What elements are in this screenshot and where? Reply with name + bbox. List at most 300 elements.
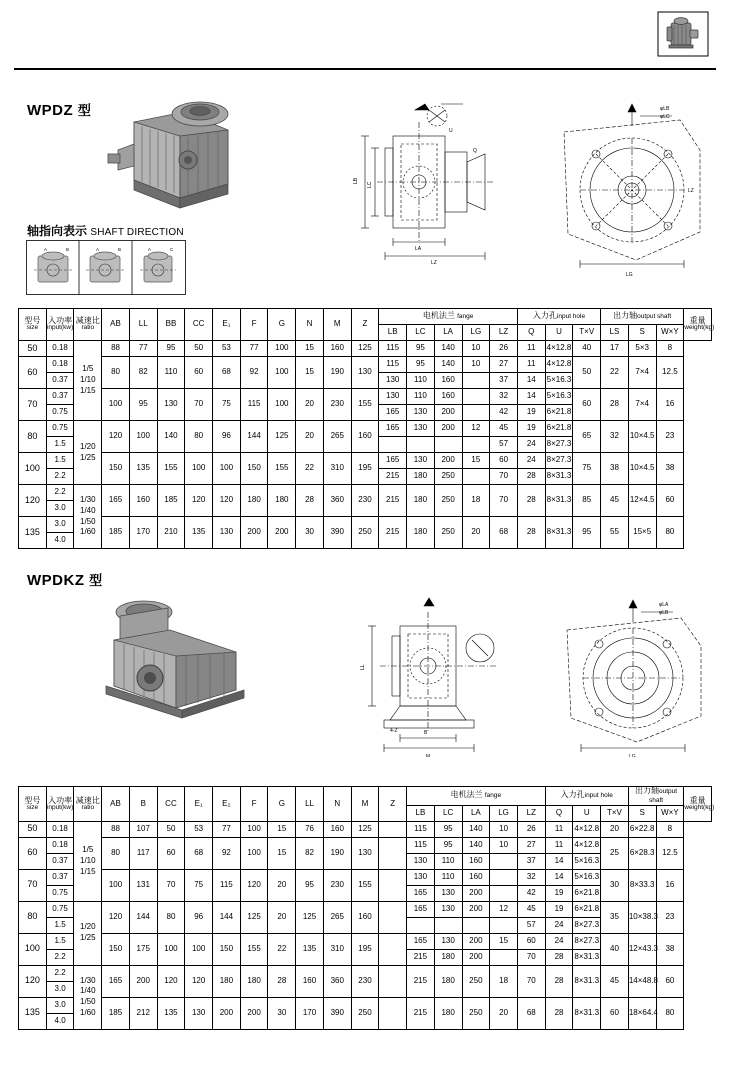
cell-LL: 170 bbox=[129, 517, 157, 549]
svg-text:LC: LC bbox=[367, 181, 373, 188]
cell-power: 1.5 bbox=[46, 933, 74, 949]
header-power: 入功率 input(kw) bbox=[46, 309, 74, 341]
cell-LS: 95 bbox=[573, 517, 601, 549]
cell-LB: 165 bbox=[407, 901, 435, 917]
technical-drawing-wpdz-face bbox=[540, 92, 718, 282]
cell-LC: 95 bbox=[434, 821, 462, 837]
cell-S: 20 bbox=[601, 821, 629, 837]
cell-TV: 4×12.8 bbox=[573, 837, 601, 853]
cell-LB: 165 bbox=[407, 885, 435, 901]
cell-size: 135 bbox=[19, 997, 47, 1029]
svg-text:LZ: LZ bbox=[688, 188, 694, 194]
table-row bbox=[19, 933, 712, 949]
cell-U: 24 bbox=[545, 917, 573, 933]
cell-WY: 5×3 bbox=[628, 341, 656, 357]
cell-LA: 160 bbox=[434, 373, 462, 389]
cell-LL: 82 bbox=[296, 837, 324, 869]
header-B: B bbox=[129, 787, 157, 822]
cell-LG: 18 bbox=[490, 965, 518, 997]
svg-text:B: B bbox=[424, 730, 428, 736]
cell-LA: 140 bbox=[462, 821, 490, 837]
cell-size: 60 bbox=[19, 837, 47, 869]
cell-N: 160 bbox=[323, 821, 351, 837]
cell-LB: 115 bbox=[379, 357, 407, 373]
cell-LC: 130 bbox=[407, 453, 435, 469]
cell-LG: 15 bbox=[490, 933, 518, 949]
cell-N: 360 bbox=[323, 965, 351, 997]
cell-U: 24 bbox=[517, 453, 545, 469]
cell-WY: 10×38.3 bbox=[628, 901, 656, 933]
cell-LA: 250 bbox=[434, 469, 462, 485]
cell-Q: 70 bbox=[517, 949, 545, 965]
cell-Q: 70 bbox=[490, 469, 518, 485]
cell-CC: 120 bbox=[185, 485, 213, 517]
svg-text:A: A bbox=[96, 247, 100, 252]
technical-drawing-wpdz-side bbox=[345, 92, 535, 282]
cell-G: 20 bbox=[268, 901, 296, 933]
cell-BB: 110 bbox=[157, 357, 185, 389]
header-U: U bbox=[545, 325, 573, 341]
header-TV: T×V bbox=[601, 805, 629, 821]
header-LG: LG bbox=[462, 325, 490, 341]
cell-LS: 40 bbox=[573, 341, 601, 357]
cell-power: 0.18 bbox=[46, 341, 74, 357]
svg-text:φLB: φLB bbox=[660, 106, 670, 112]
cell-B: 107 bbox=[129, 821, 157, 837]
table-row bbox=[19, 997, 712, 1013]
cell-S: 38 bbox=[601, 453, 629, 485]
cell-Z: 160 bbox=[351, 421, 379, 453]
cell-E: 150 bbox=[213, 933, 241, 965]
cell-size: 70 bbox=[19, 869, 47, 901]
cell-LL: 125 bbox=[296, 901, 324, 933]
cell-N: 30 bbox=[296, 517, 324, 549]
cell-Z bbox=[379, 997, 407, 1029]
cell-power: 4.0 bbox=[46, 1013, 74, 1029]
header-M: M bbox=[351, 787, 379, 822]
cell-LA: 200 bbox=[434, 405, 462, 421]
cell-M: 190 bbox=[323, 357, 351, 389]
cell-Q: 70 bbox=[517, 965, 545, 997]
cell-WY: 12×43.3 bbox=[628, 933, 656, 965]
cell-LG: 10 bbox=[490, 837, 518, 853]
cell-E: 115 bbox=[213, 869, 241, 901]
cell-weight: 16 bbox=[656, 389, 684, 421]
cell-LG bbox=[462, 405, 490, 421]
cell-BB: 210 bbox=[157, 517, 185, 549]
cell-power: 3.0 bbox=[46, 997, 74, 1013]
cell-LB: 215 bbox=[379, 469, 407, 485]
cell-LS: 75 bbox=[573, 453, 601, 485]
cell-power: 3.0 bbox=[46, 517, 74, 533]
cell-N: 20 bbox=[296, 421, 324, 453]
header-group-outputshaft: 出力轴output shaft bbox=[601, 309, 684, 325]
cell-ratio: 1/5 1/10 1/15 bbox=[74, 341, 102, 421]
cell-power: 1.5 bbox=[46, 917, 74, 933]
cell-LC bbox=[434, 917, 462, 933]
cell-E: 68 bbox=[213, 357, 241, 389]
cell-AB: 120 bbox=[102, 901, 130, 933]
cell-LC: 180 bbox=[407, 485, 435, 517]
cell-U: 28 bbox=[545, 997, 573, 1029]
cell-Q: 45 bbox=[517, 901, 545, 917]
cell-M: 230 bbox=[351, 965, 379, 997]
cell-B: 117 bbox=[129, 837, 157, 869]
cell-M: 360 bbox=[323, 485, 351, 517]
cell-LS: 50 bbox=[573, 357, 601, 389]
cell-power: 0.75 bbox=[46, 405, 74, 421]
cell-TV: 8×27.3 bbox=[545, 437, 573, 453]
cell-N: 20 bbox=[296, 389, 324, 421]
cell-S: 17 bbox=[601, 341, 629, 357]
cell-power: 0.75 bbox=[46, 421, 74, 437]
cell-TV: 8×31.3 bbox=[545, 469, 573, 485]
cell-TV: 8×31.3 bbox=[573, 965, 601, 997]
svg-text:C: C bbox=[170, 247, 174, 252]
header-LA: LA bbox=[462, 805, 490, 821]
cell-F: 100 bbox=[240, 837, 268, 869]
cell-F: 115 bbox=[240, 389, 268, 421]
cell-weight: 16 bbox=[656, 869, 684, 901]
cell-M: 390 bbox=[323, 517, 351, 549]
cell-F: 77 bbox=[240, 341, 268, 357]
cell-size: 50 bbox=[19, 821, 47, 837]
cell-TV: 8×27.3 bbox=[545, 453, 573, 469]
cell-AB: 165 bbox=[102, 485, 130, 517]
shaft-direction-diagram bbox=[26, 240, 186, 295]
cell-size: 120 bbox=[19, 485, 47, 517]
header-E: E₁ bbox=[185, 787, 213, 822]
cell-LC: 110 bbox=[434, 869, 462, 885]
cell-WY: 14×48.8 bbox=[628, 965, 656, 997]
cell-M: 230 bbox=[323, 389, 351, 421]
cell-LB: 215 bbox=[379, 517, 407, 549]
svg-text:M: M bbox=[426, 754, 431, 757]
cell-TV: 5×16.3 bbox=[545, 389, 573, 405]
cell-TV: 8×27.3 bbox=[573, 917, 601, 933]
cell-weight: 80 bbox=[656, 997, 684, 1029]
cell-power: 2.2 bbox=[46, 949, 74, 965]
cell-LC: 180 bbox=[434, 949, 462, 965]
cell-Q: 37 bbox=[517, 853, 545, 869]
cell-power: 3.0 bbox=[46, 981, 74, 997]
cell-LC: 95 bbox=[407, 341, 435, 357]
cell-TV: 8×31.3 bbox=[545, 517, 573, 549]
cell-B: 200 bbox=[129, 965, 157, 997]
cell-CC: 135 bbox=[157, 997, 185, 1029]
svg-text:U: U bbox=[449, 128, 453, 134]
cell-F: 125 bbox=[240, 901, 268, 933]
cell-LA: 250 bbox=[462, 965, 490, 997]
cell-LB: 130 bbox=[379, 389, 407, 405]
cell-N: 190 bbox=[323, 837, 351, 869]
cell-LA: 250 bbox=[462, 997, 490, 1029]
cell-E: 92 bbox=[213, 837, 241, 869]
cell-LB: 115 bbox=[379, 341, 407, 357]
shaft-direction-title bbox=[27, 222, 184, 239]
cell-Q: 57 bbox=[517, 917, 545, 933]
cell-Q: 60 bbox=[517, 933, 545, 949]
cell-G: 30 bbox=[268, 997, 296, 1029]
header-N: N bbox=[296, 309, 324, 341]
cell-E: 120 bbox=[185, 965, 213, 997]
cell-E: 100 bbox=[185, 933, 213, 965]
cell-LA: 250 bbox=[434, 485, 462, 517]
cell-F: 180 bbox=[240, 485, 268, 517]
cell-Q: 70 bbox=[490, 485, 518, 517]
cell-CC: 50 bbox=[157, 821, 185, 837]
table-row bbox=[19, 485, 712, 501]
cell-BB: 155 bbox=[157, 453, 185, 485]
header-weight: 重量 weight(kg) bbox=[684, 309, 712, 341]
svg-text:LA: LA bbox=[415, 246, 422, 252]
header-divider bbox=[14, 68, 716, 70]
cell-M: 125 bbox=[351, 821, 379, 837]
cell-LB: 115 bbox=[407, 837, 435, 853]
cell-power: 3.0 bbox=[46, 501, 74, 517]
section-title-wpdz bbox=[27, 100, 91, 119]
cell-S: 40 bbox=[601, 933, 629, 965]
cell-E: 75 bbox=[185, 869, 213, 901]
svg-text:A: A bbox=[148, 247, 152, 252]
cell-AB: 150 bbox=[102, 453, 130, 485]
cell-CC: 60 bbox=[157, 837, 185, 869]
cell-G: 28 bbox=[268, 965, 296, 997]
cell-LC: 110 bbox=[434, 853, 462, 869]
cell-weight: 60 bbox=[656, 965, 684, 997]
cell-CC: 135 bbox=[185, 517, 213, 549]
cell-Q: 60 bbox=[490, 453, 518, 469]
header-LG: LG bbox=[490, 805, 518, 821]
table-row bbox=[19, 389, 712, 405]
cell-N: 28 bbox=[296, 485, 324, 517]
cell-E: 130 bbox=[185, 997, 213, 1029]
cell-Z: 155 bbox=[351, 389, 379, 421]
cell-BB: 95 bbox=[157, 341, 185, 357]
cell-LA: 200 bbox=[462, 885, 490, 901]
cell-LC: 130 bbox=[407, 421, 435, 437]
cell-LL: 95 bbox=[129, 389, 157, 421]
cell-LG bbox=[490, 885, 518, 901]
cell-power: 1.5 bbox=[46, 453, 74, 469]
cell-E: 130 bbox=[213, 517, 241, 549]
svg-text:A: A bbox=[44, 247, 48, 252]
cell-LC: 130 bbox=[434, 933, 462, 949]
cell-AB: 80 bbox=[102, 837, 130, 869]
svg-text:φLB: φLB bbox=[659, 610, 669, 616]
cell-TV: 5×16.3 bbox=[545, 373, 573, 389]
cell-WY: 18×64.4 bbox=[628, 997, 656, 1029]
shaft-direction-en: SHAFT DIRECTION bbox=[90, 227, 184, 238]
header-WY: W×Y bbox=[656, 325, 684, 341]
header-G: G bbox=[268, 787, 296, 822]
cell-Z: 250 bbox=[351, 517, 379, 549]
cell-LG bbox=[462, 373, 490, 389]
cell-LL: 77 bbox=[129, 341, 157, 357]
cell-U: 24 bbox=[545, 933, 573, 949]
header-Z: Z bbox=[379, 787, 407, 822]
header-F: F bbox=[240, 309, 268, 341]
cell-U: 28 bbox=[517, 485, 545, 517]
cell-F: 200 bbox=[240, 997, 268, 1029]
cell-LL: 160 bbox=[129, 485, 157, 517]
cell-Q: 45 bbox=[490, 421, 518, 437]
cell-weight: 8 bbox=[656, 821, 684, 837]
cell-AB: 185 bbox=[102, 517, 130, 549]
cell-Z bbox=[379, 901, 407, 933]
cell-WY: 6×28.3 bbox=[628, 837, 656, 869]
header-S: S bbox=[628, 805, 656, 821]
cell-LA bbox=[462, 917, 490, 933]
cell-LS: 65 bbox=[573, 421, 601, 453]
cell-U: 14 bbox=[545, 853, 573, 869]
cell-weight: 38 bbox=[656, 933, 684, 965]
cell-power: 4.0 bbox=[46, 533, 74, 549]
header-group-flange: 电机法兰 fange bbox=[379, 309, 518, 325]
cell-G: 15 bbox=[268, 821, 296, 837]
header-LL: LL bbox=[129, 309, 157, 341]
cell-LG bbox=[490, 869, 518, 885]
header-AB: AB bbox=[102, 309, 130, 341]
cell-Z bbox=[379, 933, 407, 965]
header-LB: LB bbox=[379, 325, 407, 341]
cell-U: 11 bbox=[545, 837, 573, 853]
cell-BB: 130 bbox=[157, 389, 185, 421]
header-CC: CC bbox=[185, 309, 213, 341]
cell-AB: 100 bbox=[102, 869, 130, 901]
cell-U: 11 bbox=[517, 357, 545, 373]
cell-power: 1.5 bbox=[46, 437, 74, 453]
header-Q: Q bbox=[545, 805, 573, 821]
cell-S: 35 bbox=[601, 901, 629, 933]
cell-AB: 88 bbox=[102, 821, 130, 837]
header-WY: W×Y bbox=[656, 805, 684, 821]
cell-CC: 70 bbox=[157, 869, 185, 901]
cell-B: 144 bbox=[129, 901, 157, 933]
cell-size: 120 bbox=[19, 965, 47, 997]
cell-LC: 180 bbox=[434, 965, 462, 997]
cell-F: 120 bbox=[240, 869, 268, 901]
cell-Z bbox=[379, 965, 407, 997]
cell-G: 125 bbox=[268, 421, 296, 453]
cell-U: 28 bbox=[517, 469, 545, 485]
header-group-flange: 电机法兰 fange bbox=[407, 787, 546, 806]
product-image-wpdkz bbox=[86, 590, 266, 720]
cell-weight: 23 bbox=[656, 421, 684, 453]
cell-U: 19 bbox=[517, 405, 545, 421]
cell-U: 14 bbox=[517, 373, 545, 389]
spec-table-wpdz bbox=[18, 308, 715, 549]
cell-E: 120 bbox=[213, 485, 241, 517]
svg-text:Q: Q bbox=[473, 148, 477, 154]
cell-size: 60 bbox=[19, 357, 47, 389]
header-LS: LS bbox=[601, 325, 629, 341]
cell-Q: 26 bbox=[490, 341, 518, 357]
cell-size: 50 bbox=[19, 341, 47, 357]
cell-weight: 60 bbox=[656, 485, 684, 517]
cell-Q: 27 bbox=[490, 357, 518, 373]
table-row bbox=[19, 357, 712, 373]
cell-LB bbox=[379, 437, 407, 453]
cell-LA: 160 bbox=[434, 389, 462, 405]
cell-LG: 12 bbox=[462, 421, 490, 437]
cell-LB: 165 bbox=[379, 421, 407, 437]
cell-LB: 165 bbox=[407, 933, 435, 949]
cell-weight: 12.5 bbox=[656, 837, 684, 869]
cell-TV: 5×16.3 bbox=[573, 869, 601, 885]
cell-LB: 130 bbox=[379, 373, 407, 389]
svg-text:φLC: φLC bbox=[660, 114, 670, 120]
cell-power: 0.37 bbox=[46, 389, 74, 405]
svg-text:LG: LG bbox=[629, 754, 636, 757]
cell-Z: 130 bbox=[351, 357, 379, 389]
technical-drawing-wpdkz-side bbox=[348, 592, 538, 757]
cell-E: 180 bbox=[213, 965, 241, 997]
header-Q: Q bbox=[517, 325, 545, 341]
cell-LB: 165 bbox=[379, 405, 407, 421]
cell-LL: 160 bbox=[296, 965, 324, 997]
cell-WY: 7×4 bbox=[628, 357, 656, 389]
cell-ratio: 1/20 1/25 bbox=[74, 421, 102, 485]
cell-AB: 120 bbox=[102, 421, 130, 453]
cell-LG bbox=[490, 853, 518, 869]
cell-LB: 215 bbox=[379, 485, 407, 517]
table-row bbox=[19, 837, 712, 853]
cell-AB: 100 bbox=[102, 389, 130, 421]
cell-LG: 20 bbox=[490, 997, 518, 1029]
cell-F: 144 bbox=[240, 421, 268, 453]
cell-S: 30 bbox=[601, 869, 629, 901]
cell-E: 68 bbox=[185, 837, 213, 869]
cell-LA bbox=[434, 437, 462, 453]
header-ratio: 减速比 ratio bbox=[74, 309, 102, 341]
cell-TV: 6×21.8 bbox=[545, 405, 573, 421]
cell-Q: 68 bbox=[517, 997, 545, 1029]
header-LA: LA bbox=[434, 325, 462, 341]
cell-WY: 6×22.8 bbox=[628, 821, 656, 837]
table-row bbox=[19, 453, 712, 469]
table-row bbox=[19, 901, 712, 917]
table-row bbox=[19, 517, 712, 533]
cell-E: 200 bbox=[213, 997, 241, 1029]
cell-LB: 165 bbox=[379, 453, 407, 469]
cell-M: 265 bbox=[323, 421, 351, 453]
cell-AB: 165 bbox=[102, 965, 130, 997]
cell-N: 15 bbox=[296, 357, 324, 389]
cell-TV: 8×27.3 bbox=[573, 933, 601, 949]
cell-E: 75 bbox=[213, 389, 241, 421]
cell-LC: 110 bbox=[407, 389, 435, 405]
cell-F: 100 bbox=[240, 821, 268, 837]
cell-LG bbox=[490, 949, 518, 965]
cell-Z: 125 bbox=[351, 341, 379, 357]
cell-N: 15 bbox=[296, 341, 324, 357]
header-group-outputshaft: 出力轴output shaft bbox=[628, 787, 683, 806]
header-group-inputhole: 入力孔input hole bbox=[517, 309, 600, 325]
header-LC: LC bbox=[434, 805, 462, 821]
cell-power: 0.75 bbox=[46, 885, 74, 901]
cell-M: 130 bbox=[351, 837, 379, 869]
cell-S: 32 bbox=[601, 421, 629, 453]
cell-U: 28 bbox=[545, 949, 573, 965]
cell-BB: 185 bbox=[157, 485, 185, 517]
cell-F: 155 bbox=[240, 933, 268, 965]
cell-power: 0.37 bbox=[46, 869, 74, 885]
cell-LC: 95 bbox=[407, 357, 435, 373]
cell-Q: 68 bbox=[490, 517, 518, 549]
table-header-row bbox=[19, 309, 712, 325]
cell-TV: 8×31.3 bbox=[573, 997, 601, 1029]
